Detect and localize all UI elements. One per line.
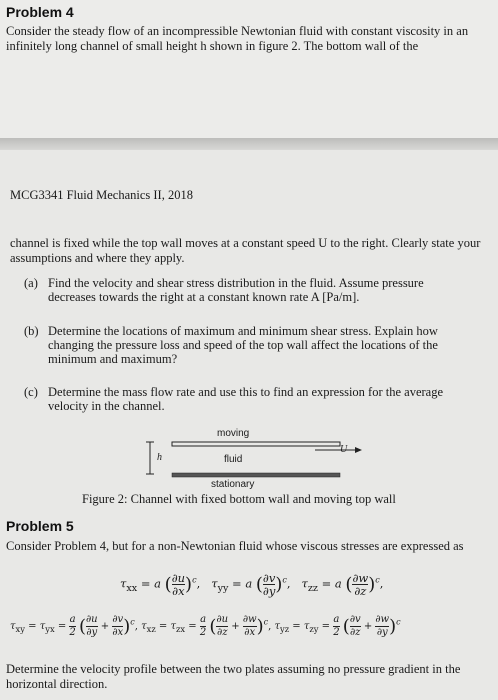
channel-figure bbox=[140, 428, 370, 488]
moving-label: moving bbox=[217, 428, 250, 439]
sub-question-a-line1: Find the velocity and shear stress distribution in the fluid. Assume pressure bbox=[48, 276, 424, 290]
stationary-label: stationary bbox=[211, 479, 255, 490]
problem4-intro: Consider the steady flow of an incompressible Newtonian fluid with constant viscosity in an infinitely long channel of small height h shown in figure 2. The bottom wall of the bbox=[6, 24, 469, 53]
sub-question-c bbox=[24, 385, 490, 413]
sub-question-c-label: (c) bbox=[24, 385, 38, 399]
sub-question-a bbox=[24, 276, 490, 304]
sub-question-a-label: (a) bbox=[24, 276, 38, 290]
problem5-heading: Problem 5 bbox=[6, 518, 74, 534]
problem4-continued: channel is fixed while the top wall moves at a constant speed U to the right. Clearly state your assumptions and where they apply. bbox=[10, 236, 481, 265]
problem4-heading: Problem 4 bbox=[6, 4, 74, 20]
page-separator bbox=[0, 138, 498, 150]
sub-question-b-line2: changing the pressure loss and speed of the top wall affect the locations of the bbox=[48, 338, 438, 352]
sub-question-b-label: (b) bbox=[24, 324, 39, 338]
shear-stress-equations: $\tau_{xy} = \tau_{yx}$ = $\frac{a}{2}$ ( $\frac{\partial u}{\partial y}$ + $\frac{\partial v}{\partial x}$ )$^c$, $\tau_{xz} = \tau_{zx}$ = $\frac{a}{2}$ ( $\frac{\partial u}{\partial z}$ + $\frac{\partial w}{\partial x}$ )$^c$, $\tau_{yz} = \tau_{zy}$ = $\frac{a}{2}$ ( $\frac{\partial v}{\partial z}$ + $\frac{\partial w}{\partial y}$ )$^c$ bbox=[10, 614, 401, 638]
problem5-task: Determine the velocity profile between the two plates assuming no pressure gradient in the horizontal direction. bbox=[6, 662, 461, 691]
sub-question-b bbox=[24, 324, 490, 366]
page-bottom bbox=[0, 150, 498, 700]
sub-question-a-line2: decreases towards the right at a constant known rate A [Pa/m]. bbox=[48, 290, 360, 304]
problem5-intro: Consider Problem 4, but for a non-Newtonian fluid whose viscous stresses are expressed as bbox=[6, 539, 464, 553]
fluid-label: fluid bbox=[224, 454, 243, 465]
page-top bbox=[0, 0, 498, 138]
normal-stress-equations: $\tau_{xx} = a$ ( $\frac{\partial u}{\partial x}$ )$^c$, $\tau_{yy} = a$ ( $\frac{\partial v}{\partial y}$ )$^c$, $\tau_{zz} = a$ ( $\frac{\partial w}{\partial z}$ )$^c$, bbox=[120, 571, 384, 598]
sub-question-b-line3: minimum and maximum? bbox=[48, 352, 178, 366]
height-label: h bbox=[157, 452, 162, 463]
speed-label: U bbox=[340, 444, 348, 455]
sub-question-b-line1: Determine the locations of maximum and minimum shear stress. Explain how bbox=[48, 324, 438, 338]
top-moving-wall bbox=[172, 442, 340, 446]
bottom-stationary-wall bbox=[172, 473, 340, 477]
sub-question-c-line1: Determine the mass flow rate and use this to find an expression for the average bbox=[48, 385, 444, 399]
sub-question-c-line2: velocity in the channel. bbox=[48, 399, 165, 413]
velocity-arrowhead bbox=[355, 447, 362, 453]
course-header: MCG3341 Fluid Mechanics II, 2018 bbox=[10, 188, 193, 202]
figure-caption: Figure 2: Channel with fixed bottom wall and moving top wall bbox=[82, 492, 396, 506]
